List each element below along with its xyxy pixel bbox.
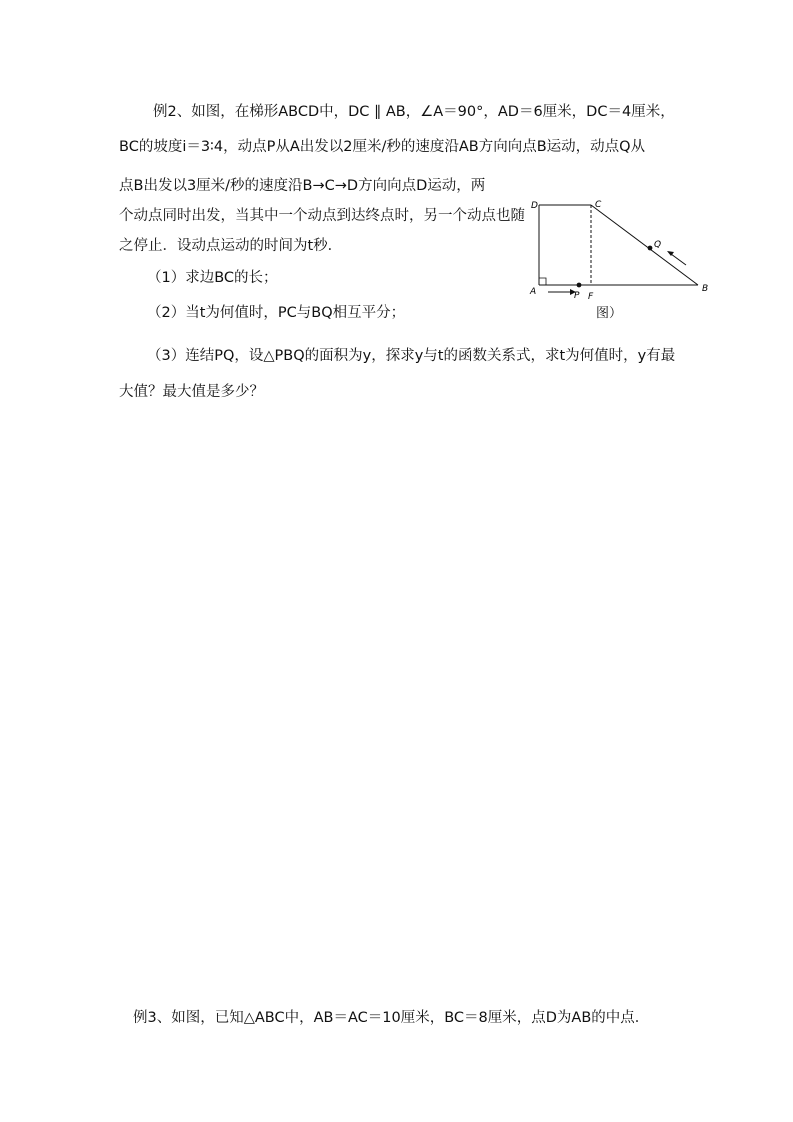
point-q <box>648 246 653 251</box>
example2-line1: 例2、如图，在梯形ABCD中，DC ∥ AB，∠A＝90°，AD＝6厘米，DC＝4厘米， <box>153 104 675 120</box>
label-b: B <box>702 284 709 294</box>
example2-line5: 之停止．设动点运动的时间为t秒． <box>119 238 343 254</box>
example2-line4: 个动点同时出发，当其中一个动点到达终点时，另一个动点也随 <box>119 208 525 224</box>
question-3: （3）连结PQ，设△PBQ的面积为y，探求y与t的函数关系式，求t为何值时，y有最 <box>147 348 676 364</box>
trapezoid-figure <box>525 195 720 303</box>
label-f: F <box>588 292 594 302</box>
right-angle-mark <box>539 278 546 285</box>
arrow-q-icon <box>667 251 686 265</box>
arrow-p-icon <box>548 289 576 295</box>
label-p: P <box>574 291 580 301</box>
label-d: D <box>531 201 538 211</box>
example2-line2: BC的坡度i＝3∶4，动点P从A出发以2厘米/秒的速度沿AB方向向点B运动，动点Q从 <box>119 139 646 155</box>
side-cb <box>591 205 698 285</box>
label-c: C <box>595 200 602 210</box>
example2-line3: 点B出发以3厘米/秒的速度沿B→C→D方向向点D运动，两 <box>119 178 486 194</box>
question-3-continuation: 大值？最大值是多少？ <box>119 384 264 400</box>
figure-caption: 图） <box>596 306 623 321</box>
question-1: （1）求边BC的长； <box>147 270 278 286</box>
label-q: Q <box>654 240 662 250</box>
example3-line1: 例3、如图，已知△ABC中，AB＝AC＝10厘米，BC＝8厘米，点D为AB的中点． <box>133 1010 650 1026</box>
question-2: （2）当t为何值时，PC与BQ相互平分； <box>147 305 406 321</box>
label-a: A <box>530 287 537 297</box>
point-p <box>577 283 582 288</box>
